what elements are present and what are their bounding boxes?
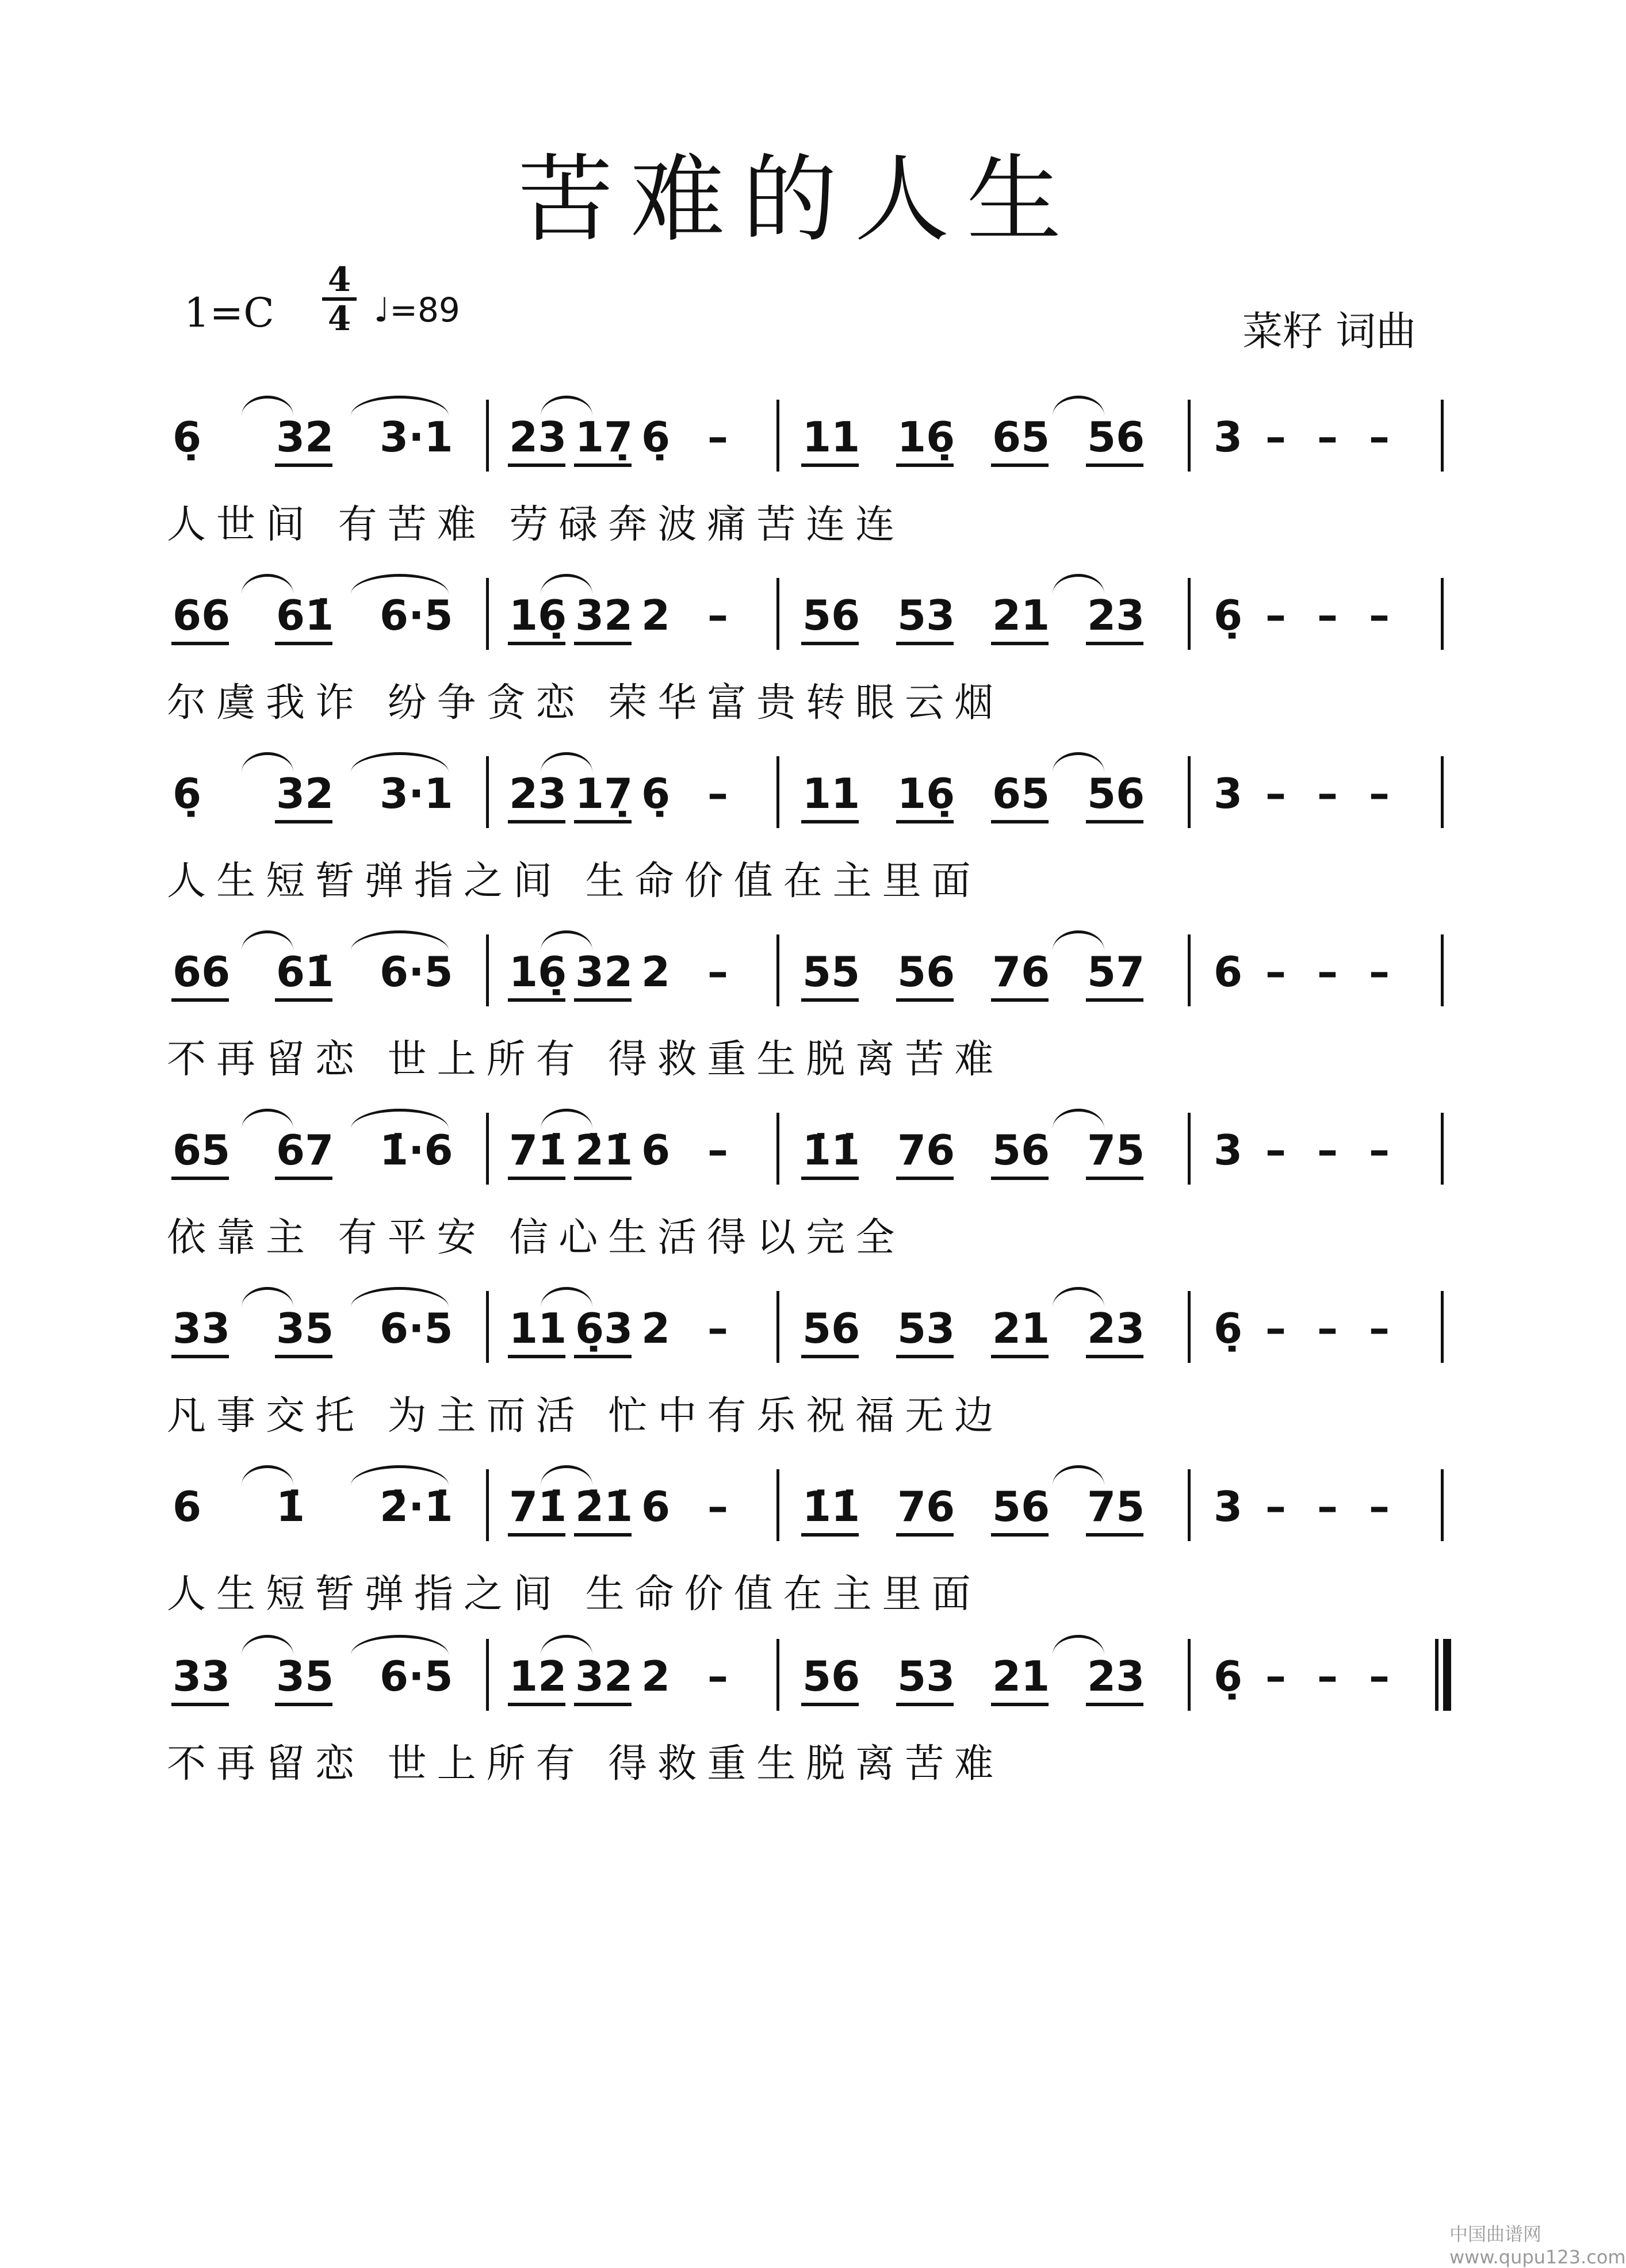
note-group: 21 (992, 1652, 1050, 1700)
bar-line (486, 578, 489, 650)
beam-underline (508, 642, 565, 645)
bar-line (486, 934, 489, 1006)
note-group: 56 (992, 1482, 1050, 1531)
bar-line (776, 756, 779, 828)
bar-line (1188, 756, 1191, 828)
score-row (167, 569, 1444, 730)
slur-arc (351, 396, 449, 416)
slur-arc (1053, 752, 1104, 772)
note-group: 56 (1087, 769, 1145, 818)
bar-line (776, 1639, 779, 1711)
note-group: 76 (992, 948, 1050, 996)
note-group: 35 (276, 1652, 334, 1700)
slur-arc (242, 574, 293, 594)
slur-arc (1053, 1635, 1104, 1655)
beam-underline (574, 642, 632, 645)
note-group: – (1369, 591, 1390, 639)
lyrics-line: 不再留恋 世上所有 得救重生脱离苦难 (167, 1741, 1004, 1787)
bar-line (776, 400, 779, 472)
note-group: 12 (509, 1652, 567, 1700)
beam-underline (1086, 998, 1143, 1002)
slur-arc (351, 752, 449, 772)
note-group: – (1265, 1482, 1286, 1531)
beam-underline (275, 998, 332, 1002)
beam-underline (896, 463, 954, 467)
beam-underline (801, 998, 859, 1002)
slur-arc (541, 396, 592, 416)
note-group: 66 (173, 591, 231, 639)
beam-underline (896, 1355, 954, 1358)
note-group: – (1369, 1482, 1390, 1531)
beam-underline (574, 1703, 632, 1706)
beam-underline (1086, 642, 1143, 645)
beam-underline (508, 463, 565, 467)
bar-line (486, 756, 489, 828)
beam-underline (991, 820, 1049, 823)
note-group: 2 (641, 1304, 671, 1353)
beam-underline (896, 1703, 954, 1706)
beam-underline (801, 820, 859, 823)
beam-underline (1086, 463, 1143, 467)
beam-underline (171, 1177, 229, 1180)
watermark: 中国曲谱网 www.qupu123.com (1449, 2223, 1626, 2268)
note-group: – (707, 769, 728, 818)
note-group: 76 (897, 1126, 955, 1174)
note-group: – (1265, 1126, 1286, 1174)
slur-arc (1053, 930, 1104, 951)
note-group: 56 (992, 1126, 1050, 1174)
note-group: 6 (173, 1482, 202, 1531)
note-group: 2̇1̇ (575, 1126, 633, 1174)
note-group: 3 (1214, 413, 1243, 461)
slur-arc (541, 930, 592, 951)
note-group: – (1317, 413, 1338, 461)
beam-underline (896, 820, 954, 823)
note-line (167, 569, 1444, 656)
note-line (167, 1461, 1444, 1547)
note-group: – (707, 1126, 728, 1174)
lyrics-line: 凡事交托 为主而活 忙中有乐祝福无边 (167, 1393, 1004, 1439)
lyrics-line: 尔虞我诈 纷争贪恋 荣华富贵转眼云烟 (167, 680, 1004, 726)
note-group: 53 (897, 1652, 955, 1700)
bar-line (776, 578, 779, 650)
score-row (167, 391, 1444, 552)
slur-arc (541, 1287, 592, 1307)
note-group: – (707, 591, 728, 639)
bar-line (1188, 1469, 1191, 1541)
note-group: 6·5 (380, 948, 453, 996)
note-group: 2 (641, 591, 671, 639)
score-row (167, 1104, 1444, 1265)
author-credit: 菜籽 词曲 (1242, 308, 1417, 355)
score-row (167, 1282, 1444, 1443)
note-group: 6̣ (173, 413, 202, 461)
note-group: – (1369, 1304, 1390, 1353)
beam-underline (171, 642, 229, 645)
beam-underline (171, 998, 229, 1002)
bar-line (776, 1291, 779, 1363)
bar-line (486, 1113, 489, 1185)
song-title: 苦难的人生 (518, 144, 1079, 255)
note-group: 65 (992, 413, 1050, 461)
note-group: – (1265, 948, 1286, 996)
note-group: 6·5 (380, 1652, 453, 1700)
note-line (167, 1630, 1444, 1717)
beam-underline (171, 1703, 229, 1706)
slur-arc (351, 930, 449, 951)
beam-underline (508, 1177, 565, 1180)
note-group: – (1369, 1126, 1390, 1174)
note-line (167, 926, 1444, 1012)
note-group: 16̣ (509, 948, 567, 996)
bar-line (776, 1469, 779, 1541)
note-group: 16̣ (897, 769, 955, 818)
bar-line (1188, 400, 1191, 472)
beam-underline (275, 1355, 332, 1358)
bar-line (1188, 578, 1191, 650)
note-group: 65 (173, 1126, 231, 1174)
note-group: 23 (1087, 1652, 1145, 1700)
beam-underline (1086, 820, 1143, 823)
beam-underline (508, 1703, 565, 1706)
note-group: 3·1 (380, 769, 453, 818)
note-group: – (1317, 1304, 1338, 1353)
beam-underline (801, 642, 859, 645)
slur-arc (242, 930, 293, 951)
note-group: 11 (509, 1304, 567, 1353)
note-group: 32 (276, 769, 334, 818)
note-group: 55 (802, 948, 860, 996)
note-group: – (1265, 1304, 1286, 1353)
note-group: 32 (575, 1652, 633, 1700)
beam-underline (1086, 1703, 1143, 1706)
note-group: 61̇ (276, 948, 334, 996)
note-group: – (707, 948, 728, 996)
beam-underline (991, 1177, 1049, 1180)
note-group: 2 (641, 1652, 671, 1700)
slur-arc (242, 1109, 293, 1129)
beam-underline (991, 1703, 1049, 1706)
beam-underline (991, 642, 1049, 645)
slur-arc (351, 1287, 449, 1307)
beam-underline (508, 1355, 565, 1358)
note-group: 2 (641, 948, 671, 996)
time-signature-bottom: 4 (327, 299, 351, 338)
note-group: – (1317, 1482, 1338, 1531)
note-group: – (1265, 413, 1286, 461)
beam-underline (896, 1533, 954, 1537)
beam-underline (896, 642, 954, 645)
note-group: 33 (173, 1304, 231, 1353)
note-group: 6 (1214, 948, 1243, 996)
bar-line (486, 1469, 489, 1541)
bar-line (1441, 756, 1444, 828)
note-group: – (1369, 769, 1390, 818)
note-group: 33 (173, 1652, 231, 1700)
slur-arc (1053, 1465, 1104, 1485)
bar-line (486, 1639, 489, 1711)
beam-underline (801, 1177, 859, 1180)
note-group: 56 (802, 1652, 860, 1700)
note-group: 6̣ (1214, 1304, 1243, 1353)
note-group: – (707, 1304, 728, 1353)
note-group: – (1317, 1126, 1338, 1174)
note-group: – (1317, 948, 1338, 996)
slur-arc (242, 396, 293, 416)
note-group: – (1369, 413, 1390, 461)
bar-line (1441, 578, 1444, 650)
note-group: 6̣ (641, 769, 671, 818)
lyrics-line: 人世间 有苦难 劳碌奔波痛苦连连 (167, 502, 905, 547)
note-group: 1̇·6 (380, 1126, 453, 1174)
beam-underline (991, 1533, 1049, 1537)
note-group: 6·5 (380, 591, 453, 639)
tempo-marking: ♩=89 (374, 290, 460, 330)
bar-line (1188, 934, 1191, 1006)
score-row (167, 1630, 1444, 1791)
note-group: 16̣ (509, 591, 567, 639)
slur-arc (242, 752, 293, 772)
note-group: 53 (897, 1304, 955, 1353)
note-group: 6̣3 (575, 1304, 633, 1353)
note-line (167, 748, 1444, 834)
note-group: 11 (802, 769, 860, 818)
note-group: 23 (509, 769, 567, 818)
beam-underline (275, 1177, 332, 1180)
bar-line (776, 1113, 779, 1185)
note-group: 3 (1214, 1482, 1243, 1531)
slur-arc (541, 1635, 592, 1655)
note-group: 23 (1087, 1304, 1145, 1353)
note-group: 1̇ (276, 1482, 305, 1531)
slur-arc (1053, 574, 1104, 594)
beam-underline (991, 1355, 1049, 1358)
note-group: – (707, 413, 728, 461)
slur-arc (541, 1465, 592, 1485)
beam-underline (896, 998, 954, 1002)
note-group: 53 (897, 591, 955, 639)
slur-arc (351, 1465, 449, 1485)
beam-underline (508, 820, 565, 823)
note-group: 3·1 (380, 413, 453, 461)
bar-line (1441, 1469, 1444, 1541)
beam-underline (1086, 1355, 1143, 1358)
note-group: 2̇1̇ (575, 1482, 633, 1531)
beam-underline (1086, 1177, 1143, 1180)
beam-underline (801, 1355, 859, 1358)
note-group: – (707, 1652, 728, 1700)
note-group: 57 (1087, 948, 1145, 996)
note-group: 75 (1087, 1126, 1145, 1174)
note-line (167, 1104, 1444, 1190)
note-group: – (1369, 1652, 1390, 1700)
beam-underline (275, 1703, 332, 1706)
slur-arc (1053, 396, 1104, 416)
bar-line (486, 1291, 489, 1363)
note-group: 32 (276, 413, 334, 461)
slur-arc (1053, 1287, 1104, 1307)
beam-underline (508, 998, 565, 1002)
note-group: 56 (1087, 413, 1145, 461)
slur-arc (351, 1635, 449, 1655)
note-group: – (1265, 1652, 1286, 1700)
bar-line (1188, 1113, 1191, 1185)
note-group: 11 (802, 413, 860, 461)
note-group: 6·5 (380, 1304, 453, 1353)
note-group: 6̣ (1214, 591, 1243, 639)
note-group: 23 (509, 413, 567, 461)
key-signature: 1=C (184, 289, 274, 336)
time-signature-top: 4 (327, 260, 351, 299)
note-group: 23 (1087, 591, 1145, 639)
note-group: – (1317, 1652, 1338, 1700)
beam-underline (801, 463, 859, 467)
bar-line (1441, 934, 1444, 1006)
note-group: 67 (276, 1126, 334, 1174)
score-row (167, 1461, 1444, 1622)
beam-underline (574, 1177, 632, 1180)
beam-underline (508, 1533, 565, 1537)
note-group: 71̇ (509, 1482, 567, 1531)
note-group: 56 (897, 948, 955, 996)
note-group: 56 (802, 1304, 860, 1353)
note-group: 56 (802, 591, 860, 639)
beam-underline (801, 1533, 859, 1537)
note-group: – (707, 1482, 728, 1531)
beam-underline (275, 463, 332, 467)
bar-line (1188, 1291, 1191, 1363)
slur-arc (351, 1109, 449, 1129)
note-group: 75 (1087, 1482, 1145, 1531)
note-group: 2̇·1̇ (380, 1482, 453, 1531)
beam-underline (896, 1177, 954, 1180)
note-group: – (1265, 769, 1286, 818)
note-group: 1̇1̇ (802, 1482, 860, 1531)
note-group: 6 (641, 1482, 671, 1531)
slur-arc (351, 574, 449, 594)
score-row (167, 748, 1444, 909)
note-group: 66 (173, 948, 231, 996)
slur-arc (541, 752, 592, 772)
beam-underline (275, 642, 332, 645)
note-group: 3 (1214, 1126, 1243, 1174)
note-group: 76 (897, 1482, 955, 1531)
note-group: 6̣ (641, 413, 671, 461)
beam-underline (1086, 1533, 1143, 1537)
beam-underline (801, 1703, 859, 1706)
slur-arc (1053, 1109, 1104, 1129)
note-group: 61̇ (276, 591, 334, 639)
beam-underline (171, 1355, 229, 1358)
note-group: 6 (641, 1126, 671, 1174)
note-group: 21 (992, 1304, 1050, 1353)
note-group: 3 (1214, 769, 1243, 818)
beam-underline (574, 998, 632, 1002)
beam-underline (275, 820, 332, 823)
note-group: 6̣ (1214, 1652, 1243, 1700)
beam-underline (574, 1355, 632, 1358)
note-group: – (1369, 948, 1390, 996)
bar-line (1441, 1113, 1444, 1185)
note-group: 17̣ (575, 769, 633, 818)
slur-arc (541, 574, 592, 594)
lyrics-line: 人生短暂弹指之间 生命价值在主里面 (167, 1572, 981, 1617)
note-group: 21 (992, 591, 1050, 639)
time-signature (322, 260, 357, 338)
note-group: 1̇1̇ (802, 1126, 860, 1174)
bar-line (1188, 1639, 1191, 1711)
note-group: 16̣ (897, 413, 955, 461)
note-line (167, 1282, 1444, 1369)
bar-line (1441, 400, 1444, 472)
note-group: – (1265, 591, 1286, 639)
note-group: 17̣ (575, 413, 633, 461)
lyrics-line: 依靠主 有平安 信心生活得以完全 (167, 1215, 905, 1261)
lyrics-line: 不再留恋 世上所有 得救重生脱离苦难 (167, 1037, 1004, 1082)
note-group: 32 (575, 948, 633, 996)
note-line (167, 391, 1444, 477)
note-group: 65 (992, 769, 1050, 818)
beam-underline (574, 1533, 632, 1537)
bar-line (1441, 1291, 1444, 1363)
note-group: 71̇ (509, 1126, 567, 1174)
slur-arc (541, 1109, 592, 1129)
beam-underline (991, 998, 1049, 1002)
note-group: 6̣ (173, 769, 202, 818)
note-group: 35 (276, 1304, 334, 1353)
final-bar-line (1435, 1639, 1452, 1711)
beam-underline (574, 463, 632, 467)
bar-line (486, 400, 489, 472)
bar-line (776, 934, 779, 1006)
slur-arc (242, 1465, 293, 1485)
slur-arc (242, 1635, 293, 1655)
beam-underline (574, 820, 632, 823)
note-group: 32 (575, 591, 633, 639)
score-row (167, 926, 1444, 1087)
slur-arc (242, 1287, 293, 1307)
note-group: – (1317, 591, 1338, 639)
note-group: – (1317, 769, 1338, 818)
lyrics-line: 人生短暂弹指之间 生命价值在主里面 (167, 859, 981, 904)
beam-underline (991, 463, 1049, 467)
